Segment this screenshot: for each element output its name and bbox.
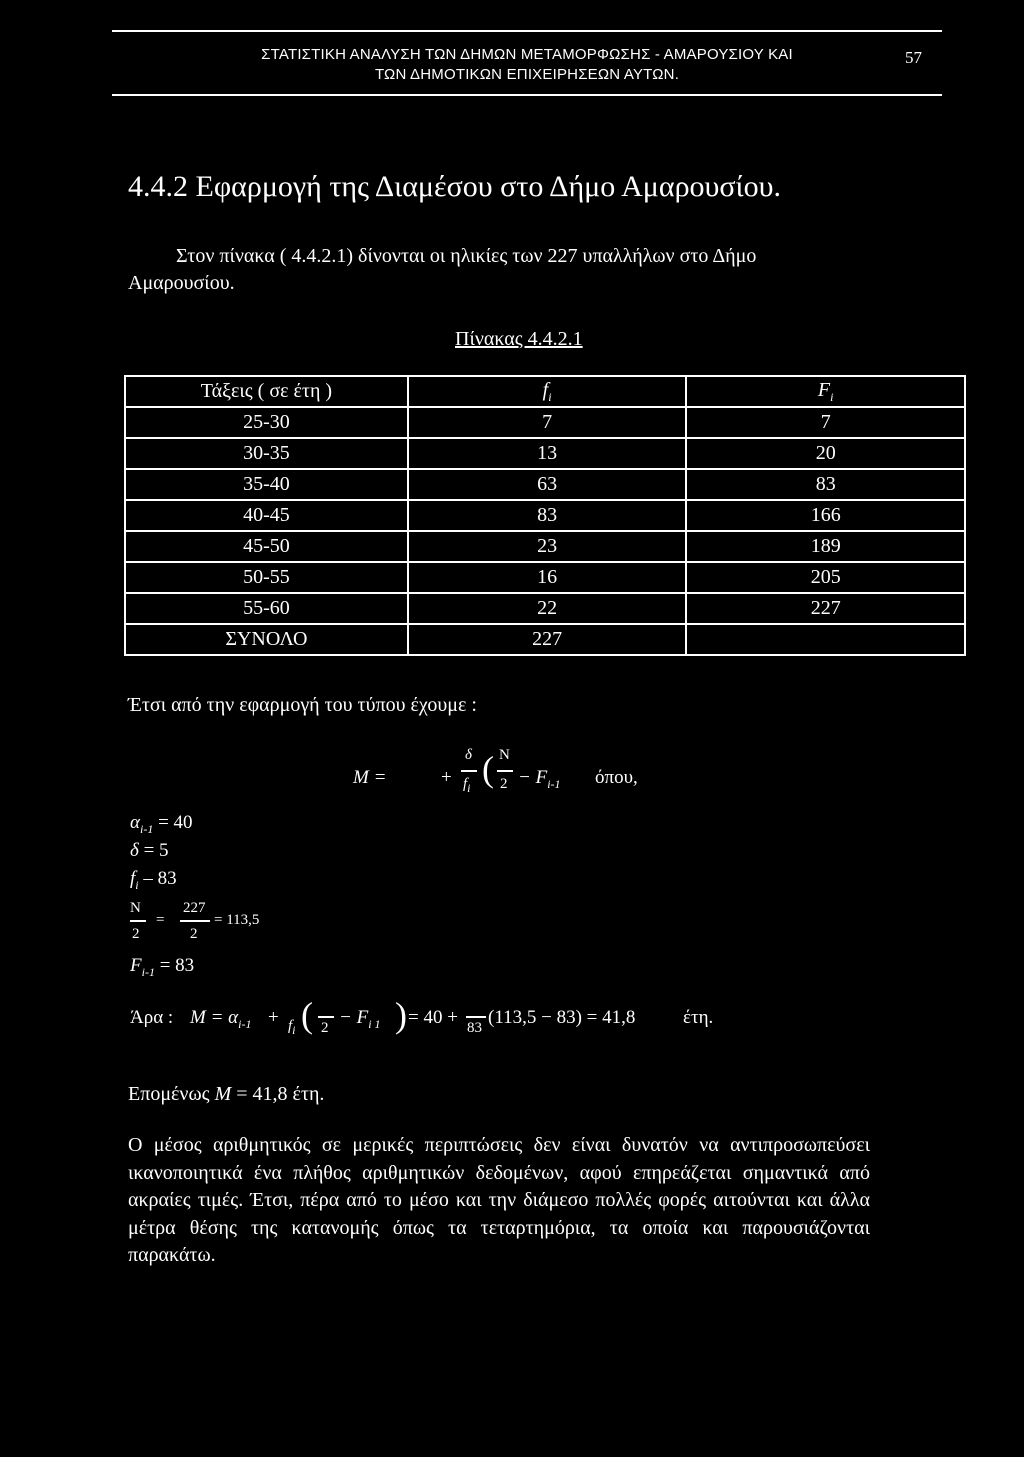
table-caption: Πίνακας 4.4.2.1 bbox=[455, 328, 583, 350]
table-cell: 45-50 bbox=[125, 531, 408, 562]
table-cell: 189 bbox=[686, 531, 965, 562]
table-cell: 16 bbox=[408, 562, 687, 593]
table-cell: 40-45 bbox=[125, 500, 408, 531]
table-cell: 63 bbox=[408, 469, 687, 500]
table-cell: 30-35 bbox=[125, 438, 408, 469]
page-number: 57 bbox=[905, 48, 922, 67]
table-cell: 35-40 bbox=[125, 469, 408, 500]
table-cell: 205 bbox=[686, 562, 965, 593]
table-cell: 23 bbox=[408, 531, 687, 562]
running-header-line1: ΣΤΑΤΙΣΤΙΚΗ ΑΝΑΛΥΣΗ ΤΩΝ ΔΗΜΩΝ ΜΕΤΑΜΟΡΦΩΣΗΣ - ΑΜΑΡΟΥΣΙΟΥ ΚΑΙ bbox=[261, 46, 793, 63]
table-row bbox=[125, 438, 965, 469]
table-cell: 20 bbox=[686, 438, 965, 469]
table-cell: 7 bbox=[686, 407, 965, 438]
table-cell: 25-30 bbox=[125, 407, 408, 438]
table-cell: 50-55 bbox=[125, 562, 408, 593]
median-conclusion: Επομένως M = 41,8 έτη. bbox=[128, 1083, 325, 1105]
header-classes: Τάξεις ( σε έτη ) bbox=[125, 376, 408, 407]
header-frequency: $f_i$ bbox=[408, 376, 687, 407]
formula-lead-in: Έτσι από την εφαρμογή του τύπου έχουμε : bbox=[128, 694, 477, 716]
body-paragraph: Ο μέσος αριθμητικός σε μερικές περιπτώσεις δεν είναι δυνατόν να αντιπροσωπεύσει ικανοποιητικά ένα πλήθος αριθμητικών δεδομένων, αφού επηρεάζεται σημαντικά από ακραίες τιμές. Έτσι, πέρα από το μέσο και την διάμεσο πολλές φορές αιτούνται και άλλα μέτρα θέσης της κατανομής όπως τα τεταρτημόρια, τα οποία και παρουσιάζονται παρακάτω. bbox=[128, 1134, 870, 1266]
table-cell: 55-60 bbox=[125, 593, 408, 624]
table-cell: 83 bbox=[686, 469, 965, 500]
section-title: 4.4.2 Εφαρμογή της Διαμέσου στο Δήμο Αμαρουσίου. bbox=[128, 170, 781, 203]
table-row bbox=[125, 531, 965, 562]
running-header-line2: ΤΩΝ ΔΗΜΟΤΙΚΩΝ ΕΠΙΧΕΙΡΗΣΕΩΝ ΑΥΤΩΝ. bbox=[374, 66, 680, 83]
table-total-row bbox=[125, 624, 965, 655]
table-row bbox=[125, 407, 965, 438]
header-cumulative: $F_i$ bbox=[686, 376, 965, 407]
frequency-table bbox=[124, 375, 966, 656]
table-cell: 166 bbox=[686, 500, 965, 531]
table-row bbox=[125, 562, 965, 593]
table-cell: 22 bbox=[408, 593, 687, 624]
table-row bbox=[125, 500, 965, 531]
intro-line2: Αμαρουσίου. bbox=[128, 272, 235, 294]
table-cell: 13 bbox=[408, 438, 687, 469]
table-row bbox=[125, 593, 965, 624]
table-header-row bbox=[125, 376, 965, 407]
table-cell: 7 bbox=[408, 407, 687, 438]
table-cell: 83 bbox=[408, 500, 687, 531]
table-cell: 227 bbox=[408, 624, 687, 655]
table-cell bbox=[686, 624, 965, 655]
header-bottom-rule bbox=[112, 94, 942, 96]
table-row bbox=[125, 469, 965, 500]
table-cell: ΣΥΝΟΛΟ bbox=[125, 624, 408, 655]
header-top-rule bbox=[112, 30, 942, 32]
table-cell: 227 bbox=[686, 593, 965, 624]
intro-line1: Στον πίνακα ( 4.4.2.1) δίνονται οι ηλικίες των 227 υπαλλήλων στο Δήμο bbox=[176, 245, 757, 267]
